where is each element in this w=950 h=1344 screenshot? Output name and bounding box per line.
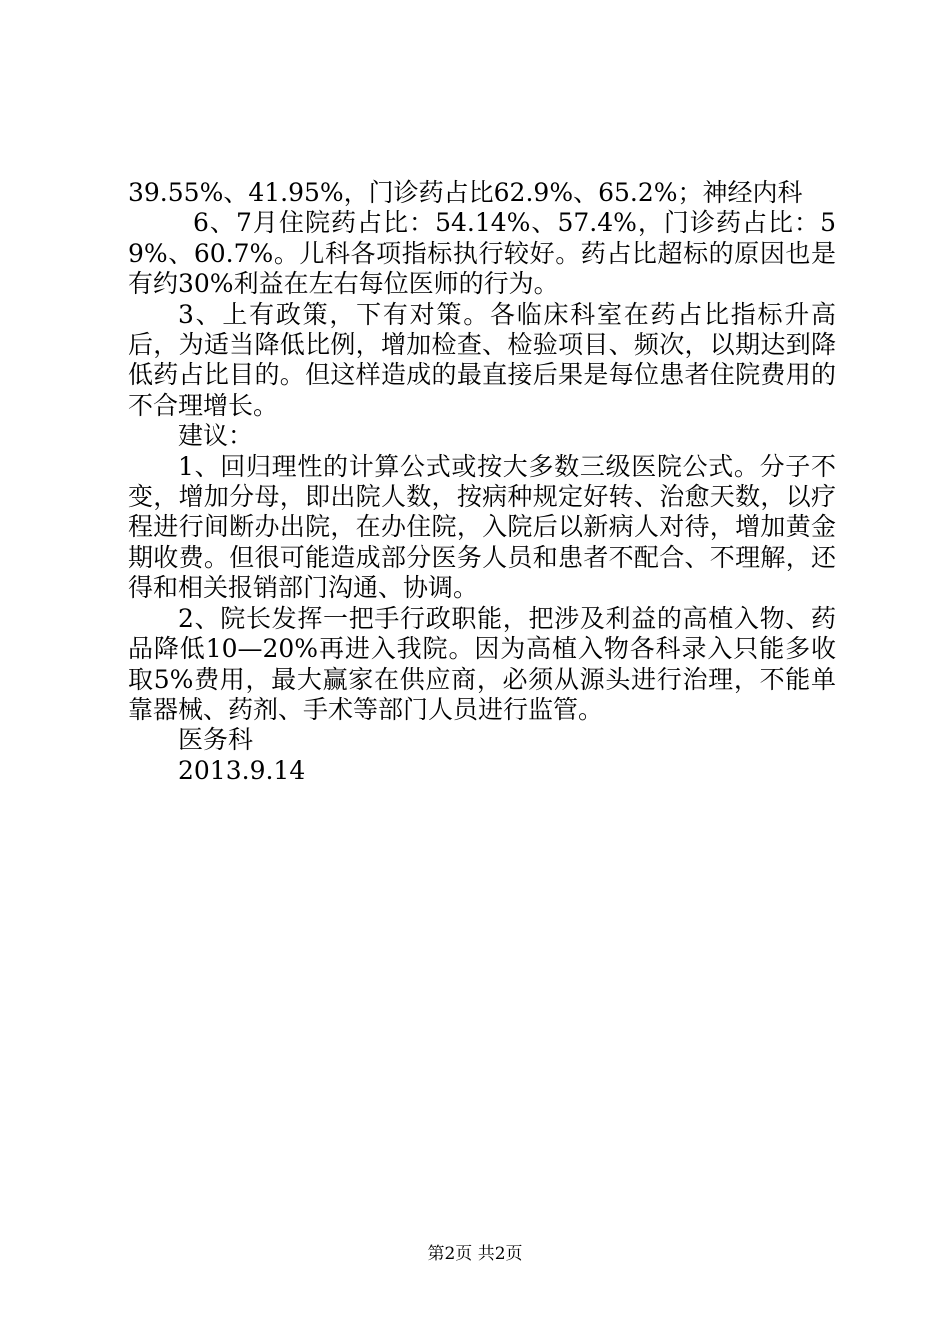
paragraph-suggestion-2: 2、院长发挥一把手行政职能，把涉及利益的高植入物、药品降低10—20%再进入我院。因为高植入物各科录入只能多收取5%费用，最大赢家在供应商，必须从源头进行治理，不能单靠器械、药剂、手术等部门人员进行监管。: [128, 603, 836, 724]
signature-date: 2013.9.14: [178, 755, 306, 785]
page-footer: 第2页 共2页: [427, 1244, 523, 1264]
paragraph-continuation: 39.55%、41.95%，门诊药占比62.9%、65.2%；神经内科: [128, 178, 803, 207]
document-body: [128, 178, 836, 786]
paragraph-neurology-stats: 6、7月住院药占比：54.14%、57.4%，门诊药占比：59%、60.7%。儿科各项指标执行较好。药占比超标的原因也是有约30%利益在左右每位医师的行为。: [128, 208, 836, 299]
signature-department: 医务科: [178, 725, 254, 755]
paragraph-suggestion-heading: 建议：: [178, 421, 254, 451]
paragraph-suggestion-1: 1、回归理性的计算公式或按大多数三级医院公式。分子不变，增加分母，即出院人数，按病种规定好转、治愈天数，以疗程进行间断办出院，在办住院，入院后以新病人对待，增加黄金期收费。但很可能造成部分医务人员和患者不配合、不理解，还得和相关报销部门沟通、协调。: [128, 451, 836, 603]
paragraph-point-3: 3、上有政策，下有对策。各临床科室在药占比指标升高后，为适当降低比例，增加检查、检验项目、频次，以期达到降低药占比目的。但这样造成的最直接后果是每位患者住院费用的不合理增长。: [128, 299, 836, 420]
